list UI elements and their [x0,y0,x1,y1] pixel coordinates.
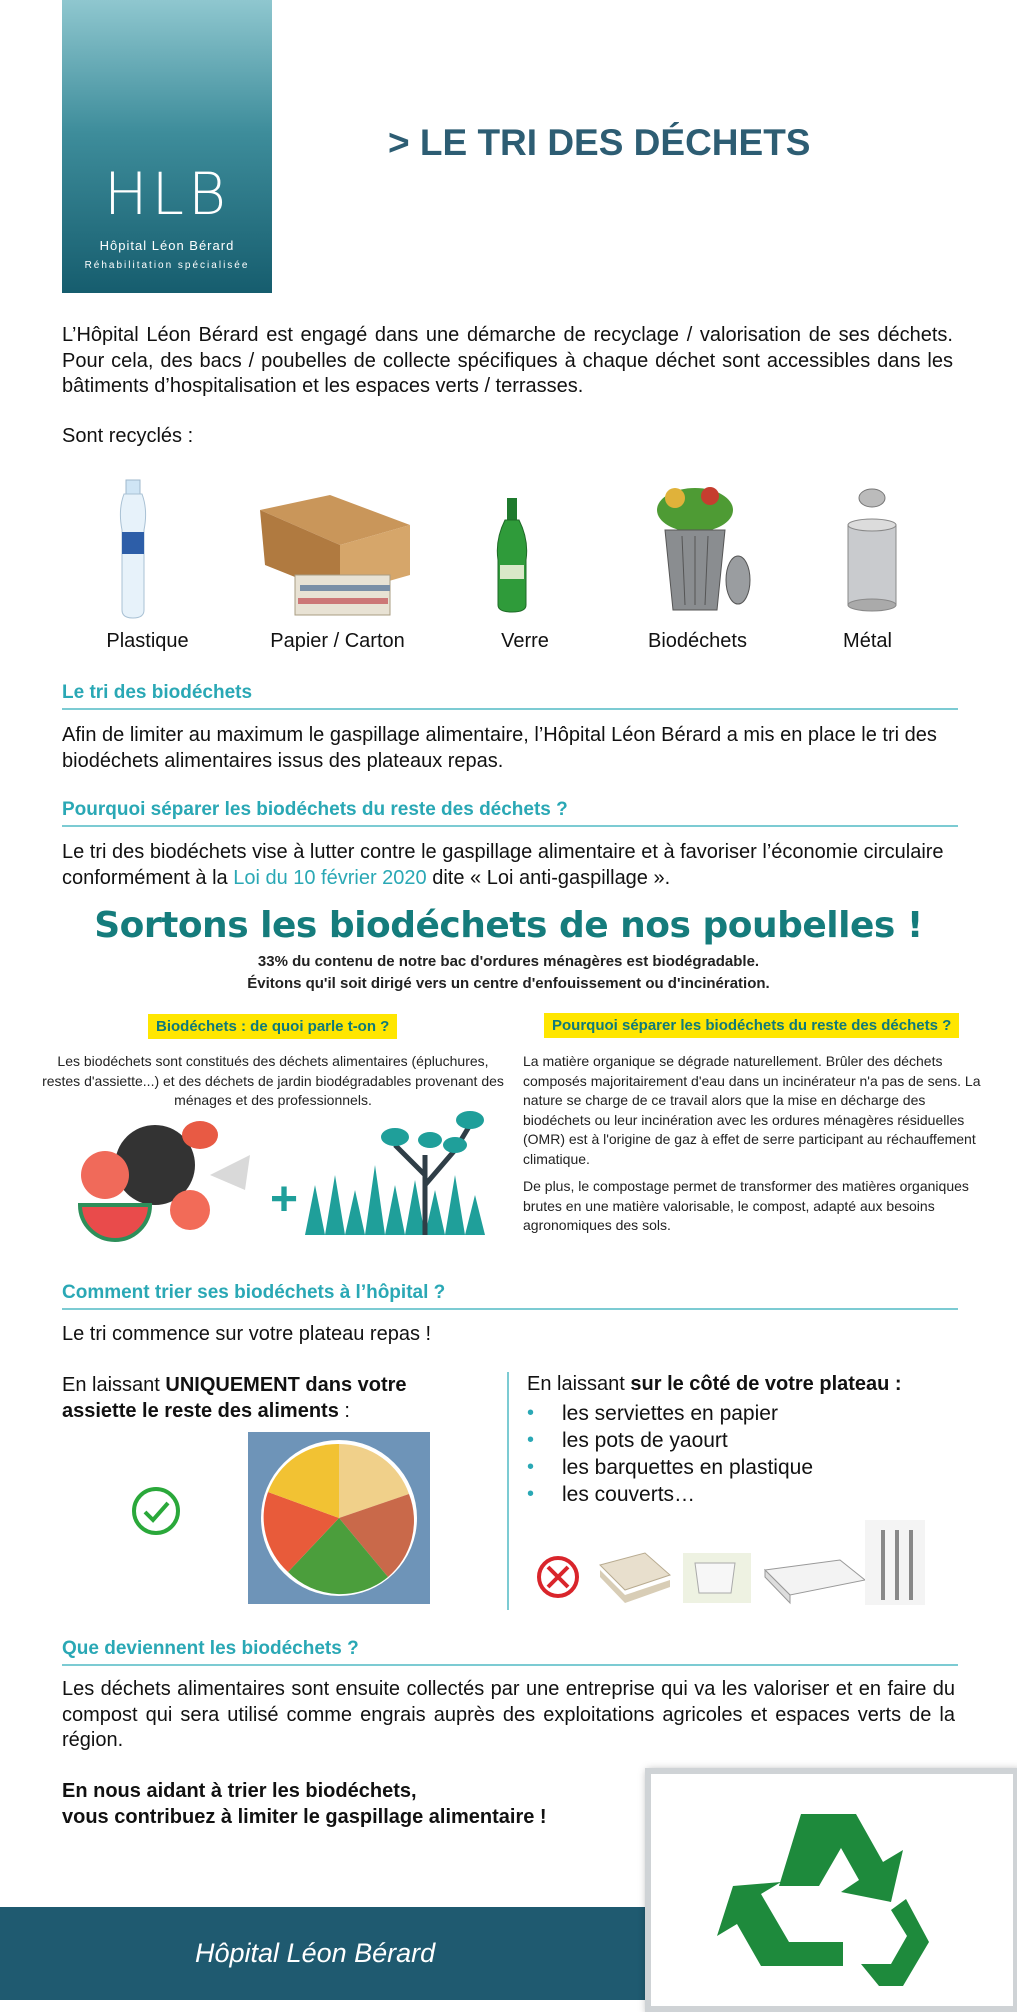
poster-title: Sortons les biodéchets de nos poubelles ! [94,905,923,946]
right-instruction-prefix: En laissant [527,1373,631,1395]
non-food-items-illustration [535,1515,925,1605]
poster-right-text-1: La matière organique se dégrade naturellement. Brûler des déchets composés majoritairement d'eau dans un incinérateur n'a pas de sens. La nature se charge de ce travail alors que la mise en décharge des biodéchets ou leur incinération avec les ordures ménagères résiduelles (OMR) est à l'origine de gaz à effet de serre participant au réchauffement climatique. [523,1053,981,1167]
poster-right-heading-text: Pourquoi séparer les biodéchets du reste des déchets ? [544,1013,959,1038]
plastic-tray-icon [765,1560,865,1603]
section2-text-before: Le tri des biodéchets vise à lutter contre le gaspillage alimentaire et à favoriser l’économie circulaire conformément à la [62,841,944,889]
closing-line-1: En nous aidant à trier les biodéchets, [62,1780,417,1802]
garden-waste-icon [305,1111,485,1235]
logo-tagline: Réhabilitation spécialisée [84,260,250,271]
list-item: • les barquettes en plastique [527,1454,813,1481]
metal-can-icon [848,489,896,611]
items-to-leave-list [527,1400,813,1508]
plus-sign: + [270,1173,299,1226]
poster-left-heading-text: Biodéchets : de quoi parle t-on ? [148,1014,397,1039]
recycle-symbol-box [645,1768,1017,2012]
item-label-verre: Verre [501,630,549,652]
right-instruction [527,1373,957,1396]
poster-left-heading [148,1018,397,1036]
right-instruction-bold: sur le côté de votre plateau : [630,1373,902,1395]
left-instruction-prefix: En laissant [62,1374,166,1396]
section-divider [62,825,958,827]
section1-text: Afin de limiter au maximum le gaspillage alimentaire, l’Hôpital Léon Bérard a mis en place le tri des biodéchets alimentaires issus des plateaux repas. [62,724,937,772]
left-instruction-suffix: : [338,1400,350,1422]
intro-text: L’Hôpital Léon Bérard est engagé dans une démarche de recyclage / valorisation de ses déchets. Pour cela, des bacs / poubelles de collecte spécifiques à chaque déchet sont accessibles dans les bâtiments d’hospitalisation et les espaces verts / terrasses. [62,324,953,397]
biowaste-bin-icon [657,487,750,610]
yogurt-pot-icon [683,1553,751,1603]
poster-left-text: Les biodéchets sont constitués des déchets alimentaires (épluchures, restes d'assiette...) et des déchets de jardin biodégradables provenant des ménages et des professionnels. [42,1053,504,1108]
section-divider [62,708,958,710]
section2-text-after: dite « Loi anti-gaspillage ». [426,866,671,889]
section4-text: Les déchets alimentaires sont ensuite collectés par une entreprise qui va les valoriser et en faire du compost qui sera utilisé comme engrais auprès des exploitations agricoles et espaces verts de la région. [62,1678,955,1751]
poster-right-heading [544,1017,959,1035]
logo-name: Hôpital Léon Bérard [99,238,235,253]
loi-anti-gaspillage-link[interactable]: Loi du 10 février 2020 [233,866,427,889]
forbidden-icon [539,1558,577,1596]
logo-mark: HLB [104,160,230,228]
food-waste-icon [80,1121,250,1240]
section3-text: Le tri commence sur votre plateau repas ! [62,1323,432,1345]
closing-line-2: vous contribuez à limiter le gaspillage alimentaire ! [62,1806,547,1828]
poster-subtitle-2: Évitons qu'il soit dirigé vers un centre d'enfouissement ou d'incinération. [247,975,770,992]
biodechets-illustration [60,1095,520,1245]
check-icon [130,1485,182,1537]
section2-text [62,840,962,891]
hospital-logo [62,0,272,293]
plate-food-icon [248,1432,430,1604]
plastic-bottle-icon [120,480,145,618]
recycle-icon [651,1774,1013,1994]
left-instruction [62,1372,462,1424]
section-heading-pourquoi-separer: Pourquoi séparer les biodéchets du reste des déchets ? [62,799,568,820]
poster-right-text-2: De plus, le compostage permet de transformer des matières organiques brutes en une matière valorisable, le compost, adapté aux besoins agronomiques des sols. [523,1178,969,1233]
column-divider [507,1372,509,1610]
left-instruction-bold: UNIQUEMENT dans votre assiette le reste des aliments [62,1374,407,1422]
footer-hospital-name: Hôpital Léon Bérard [195,1938,436,1968]
list-item: • les pots de yaourt [527,1427,813,1454]
section-heading-tri-biodechets: Le tri des biodéchets [62,682,253,703]
section-heading-comment-trier: Comment trier ses biodéchets à l’hôpital ? [62,1282,446,1303]
poster-subtitle-1: 33% du contenu de notre bac d'ordures ménagères est biodégradable. [257,953,760,970]
list-item: • les serviettes en papier [527,1400,813,1427]
recycled-items-illustration [110,470,930,625]
cardboard-box-icon [260,495,410,615]
glass-bottle-icon [497,498,526,612]
recycled-label: Sont recyclés : [62,425,194,447]
section-heading-que-deviennent: Que deviennent les biodéchets ? [62,1638,359,1659]
item-label-plastique: Plastique [106,630,189,652]
cutlery-icon [865,1520,925,1605]
section-divider [62,1664,958,1666]
napkins-icon [600,1553,670,1603]
section-divider [62,1308,958,1310]
page-title: > LE TRI DES DÉCHETS [388,122,811,163]
item-label-papier-carton: Papier / Carton [270,630,405,652]
item-label-biodechets: Biodéchets [648,630,747,652]
item-label-metal: Métal [843,630,892,652]
list-item: • les couverts… [527,1481,813,1508]
